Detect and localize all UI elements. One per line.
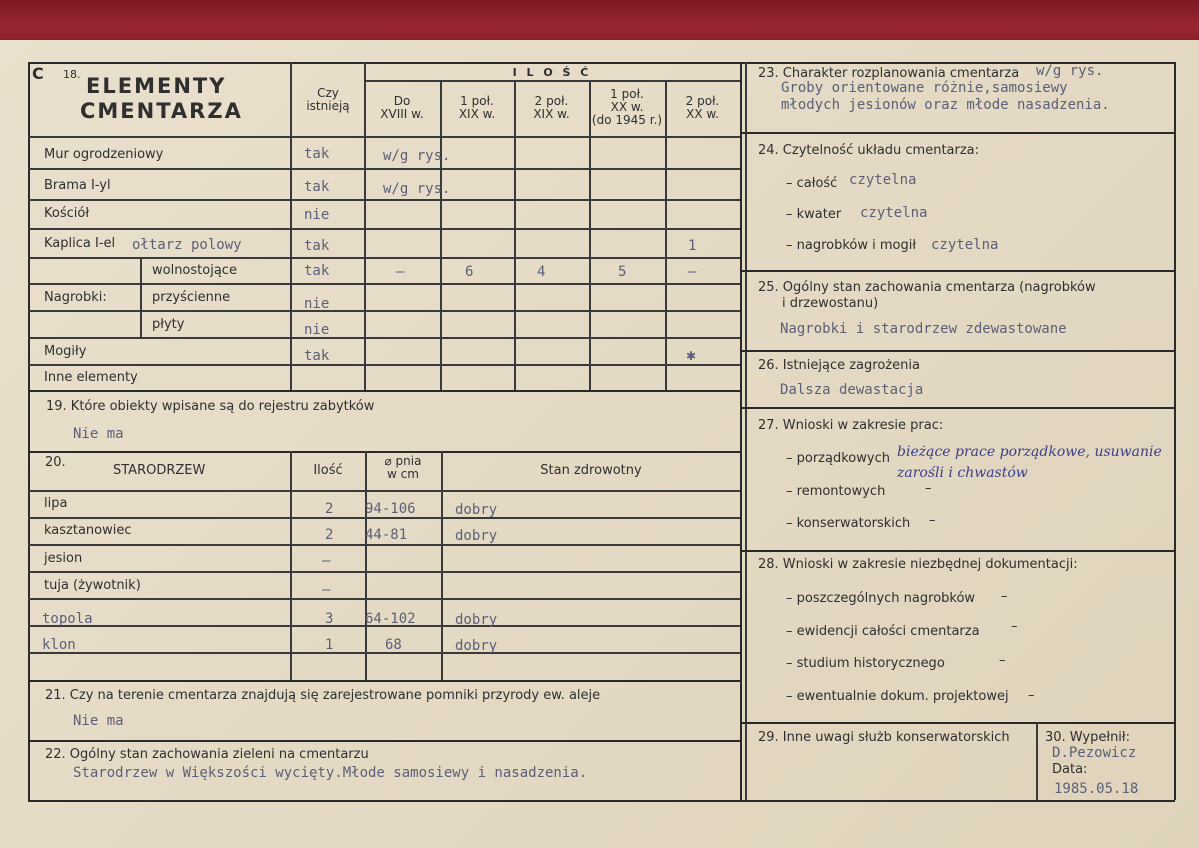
grave-value: – [396,264,405,280]
section-22-value: Starodrzew w Większości wycięty.Młode samosiewy i nasadzenia. [73,765,588,781]
documentation-value: – [1001,589,1008,604]
trees-col-health: Stan zdrowotny [540,463,642,478]
element-label: Brama I-yl [44,178,111,193]
works-value: – [925,481,932,496]
grid-line [665,80,667,390]
section-25-value: Nagrobki i starodrzew zdewastowane [780,321,1067,337]
documentation-value: – [1028,688,1035,703]
section-18-number: 18. [63,68,81,81]
grid-line [28,680,740,682]
grave-type-label: płyty [152,317,185,332]
grid-line [740,62,742,800]
element-label: Mur ogrodzeniowy [44,147,164,162]
grid-line [140,283,290,285]
element-label: Inne elementy [44,370,138,385]
col-exists-header: Czy istnieją [306,86,350,113]
legibility-value: czytelna [860,205,928,221]
quantity-header: I L O Ś Ć [512,66,592,79]
element-note: w/g rys. [383,181,451,197]
tree-name: lipa [44,496,68,511]
works-label: – konserwatorskich [786,516,911,531]
grid-line [28,598,740,600]
works-value: – [929,513,936,528]
element-label: Kościół [44,206,90,221]
tree-name: topola [42,611,93,627]
grid-line [28,228,740,230]
grid-line [1174,62,1176,800]
section-22-label: 22. Ogólny stan zachowania zieleni na cmentarzu [45,747,369,762]
grave-value: – [688,264,697,280]
grid-line [740,722,1175,724]
element-exists: tak [304,179,330,195]
grave-type-label: wolnostojące [152,263,237,278]
section-20-number: 20. [45,455,66,470]
element-exists: tak [304,348,330,364]
grid-line [740,270,1175,272]
filled-by-name: D.Pezowicz [1052,745,1137,761]
grid-line [28,544,740,546]
grave-type-label: przyścienne [152,290,231,305]
works-label: – remontowych [786,484,886,499]
section-25-label: i drzewostanu) [782,296,879,311]
tree-diameter: 44-81 [365,527,408,543]
graves-label: Nagrobki: [44,290,107,305]
element-label: Mogiły [44,344,87,359]
section-letter: C [32,64,44,83]
section-23-value: w/g rys. [1036,63,1104,79]
section-29-label: 29. Inne uwagi służb konserwatorskich [758,730,1010,745]
section-27-label: 27. Wnioski w zakresie prac: [758,418,944,433]
legibility-value: czytelna [849,172,917,188]
period-header: Do XVIII w. [380,94,424,121]
grave-exists: nie [304,296,330,312]
element-xx2: 1 [688,238,697,254]
documentation-label: – ewidencji całości cmentarza [786,624,980,639]
grid-line [1036,722,1038,800]
tree-health: dobry [455,612,498,628]
grave-value: 6 [465,264,474,280]
period-header: 2 poł. XX w. [685,94,720,121]
works-handwritten-value: bieżące prace porządkowe, usuwanie [897,444,1162,460]
tree-diameter: 68 [385,637,402,653]
element-label: Kaplica I-el [44,236,116,251]
tree-name: jesion [44,551,83,566]
documentation-value: – [999,653,1006,668]
tree-health: dobry [455,638,498,654]
tree-qty: – [322,553,331,569]
grid-line [441,451,443,680]
section-26-value: Dalsza dewastacja [780,382,924,398]
grid-line [28,571,740,573]
documentation-label: – studium historycznego [786,656,945,671]
grid-line [514,80,516,390]
tree-health: dobry [455,528,498,544]
element-exists: nie [304,207,330,223]
grid-line [28,390,740,392]
tree-qty: 2 [325,501,334,517]
tree-health: dobry [455,502,498,518]
grid-line [28,136,740,138]
grave-value: 4 [537,264,546,280]
grid-line [28,283,740,285]
grid-line [140,257,142,337]
legibility-value: czytelna [931,237,999,253]
grid-line [28,490,740,492]
legibility-label: – całość [786,176,838,191]
element-xx2: ✱ [686,349,697,363]
grid-line [28,337,740,339]
documentation-value: – [1011,619,1018,634]
grid-line [28,168,740,170]
element-extra: ołtarz polowy [132,237,242,253]
grid-line [290,451,292,680]
grid-line [28,199,740,201]
grid-line [440,80,442,390]
works-label: – porządkowych [786,451,890,466]
tree-diameter: 94-106 [365,501,416,517]
grid-line [28,310,740,312]
tree-qty: 1 [325,637,334,653]
grave-exists: nie [304,322,330,338]
section-23-value: młodych jesionów oraz młode nasadzenia. [781,97,1110,113]
grid-line [28,62,1175,64]
card-binding-strip [0,0,1199,40]
tree-name: klon [42,637,76,653]
grid-line [740,132,1175,134]
period-header: 2 poł. XIX w. [533,94,570,121]
grid-line [28,652,740,654]
section-30-label: 30. Wypełnił: [1045,730,1130,745]
section-28-label: 28. Wnioski w zakresie niezbędnej dokumentacji: [758,557,1078,572]
grid-line [28,451,740,453]
section-23-value: Groby orientowane różnie,samosiewy [781,80,1068,96]
section-19-label: 19. Które obiekty wpisane są do rejestru zabytków [46,399,375,414]
grid-line [364,80,740,82]
date-label: Data: [1052,762,1088,777]
documentation-label: – poszczególnych nagrobków [786,591,976,606]
date-value: 1985.05.18 [1054,781,1139,797]
grid-line [365,451,367,680]
section-23-label: 23. Charakter rozplanowania cmentarza [758,66,1020,81]
works-handwritten-value: zarośli i chwastów [897,465,1028,481]
tree-name: tuja (żywotnik) [44,578,141,593]
grid-line [740,550,1175,552]
element-note: w/g rys. [383,148,451,164]
grid-line [740,407,1175,409]
grid-line [28,62,30,800]
section-19-value: Nie ma [73,426,124,442]
period-header: 1 poł. XIX w. [458,94,496,121]
grid-line [745,62,747,800]
trees-col-qty: Ilość [313,463,343,478]
grid-line [28,800,1175,802]
trees-col-diameter: ⌀ pnia w cm [384,454,422,481]
legibility-label: – kwater [786,207,842,222]
section-24-label: 24. Czytelność układu cmentarza: [758,143,980,158]
tree-qty: 3 [325,611,334,627]
element-exists: tak [304,146,330,162]
section-18-title-line2: CMENTARZA [80,99,243,123]
grave-exists: tak [304,263,330,279]
period-header: 1 poł. XX w. (do 1945 r.) [591,87,663,127]
section-25-label: 25. Ogólny stan zachowania cmentarza (nagrobków [758,280,1096,295]
grid-line [140,310,290,312]
grid-line [28,257,740,259]
documentation-label: – ewentualnie dokum. projektowej [786,689,1009,704]
grid-line [28,517,740,519]
tree-qty: 2 [325,527,334,543]
grid-line [740,350,1175,352]
section-21-value: Nie ma [73,713,124,729]
section-26-label: 26. Istniejące zagrożenia [758,358,920,373]
element-exists: tak [304,238,330,254]
grid-line [28,740,740,742]
legibility-label: – nagrobków i mogił [786,238,917,253]
grave-value: 5 [618,264,627,280]
section-21-label: 21. Czy na terenie cmentarza znajdują się zarejestrowane pomniki przyrody ew. aleje [45,688,601,703]
trees-title: STARODRZEW [113,463,206,478]
section-18-title-line1: ELEMENTY [86,74,227,98]
tree-qty: – [322,582,331,598]
grid-line [28,364,740,366]
tree-name: kasztanowiec [44,523,132,538]
tree-diameter: 64-102 [365,611,416,627]
